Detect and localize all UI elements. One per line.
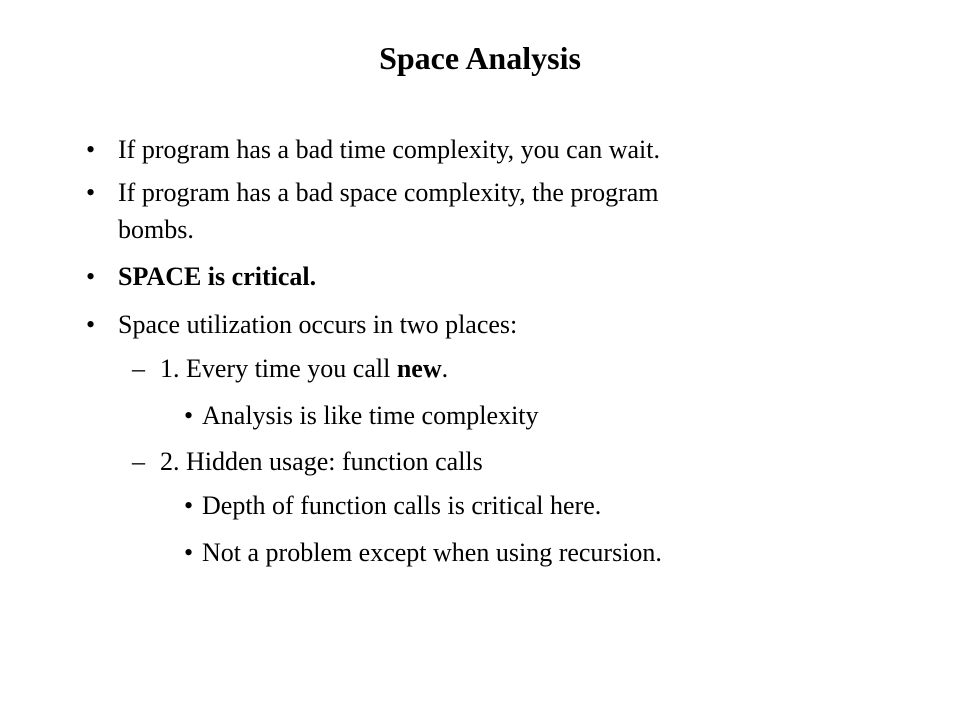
dash-marker: – — [132, 354, 145, 383]
bullet-text-space-critical: SPACE is critical. — [118, 262, 317, 291]
sub-item-new — [160, 353, 448, 385]
bullet-marker: • — [86, 135, 96, 164]
bullet-marker: • — [184, 401, 194, 430]
bullet-text-time-complexity: If program has a bad time complexity, you can wait. — [118, 135, 660, 164]
bullet-marker: • — [86, 178, 96, 207]
slide-title: Space Analysis — [379, 40, 581, 76]
bullet-marker: • — [86, 310, 96, 339]
sub-item-new-prefix: 1. Every time you call — [160, 354, 397, 383]
bullet-marker: • — [184, 491, 194, 520]
sub-item-hidden-usage: 2. Hidden usage: function calls — [160, 447, 483, 476]
sub-item-new-suffix: . — [441, 354, 449, 383]
dash-marker: – — [132, 447, 145, 476]
bullet-text-space-complexity: If program has a bad space complexity, the program — [118, 178, 659, 207]
bullet-marker: • — [86, 262, 96, 291]
keyword-new: new — [396, 354, 442, 383]
bullet-text-space-utilization: Space utilization occurs in two places: — [118, 310, 518, 339]
sub-sub-item-recursion: Not a problem except when using recursion. — [202, 538, 662, 567]
sub-sub-item-depth: Depth of function calls is critical here. — [202, 491, 602, 520]
bullet-marker: • — [184, 538, 194, 567]
bullet-text-space-complexity-cont: bombs. — [118, 215, 194, 244]
sub-sub-item-analysis: Analysis is like time complexity — [202, 401, 539, 430]
